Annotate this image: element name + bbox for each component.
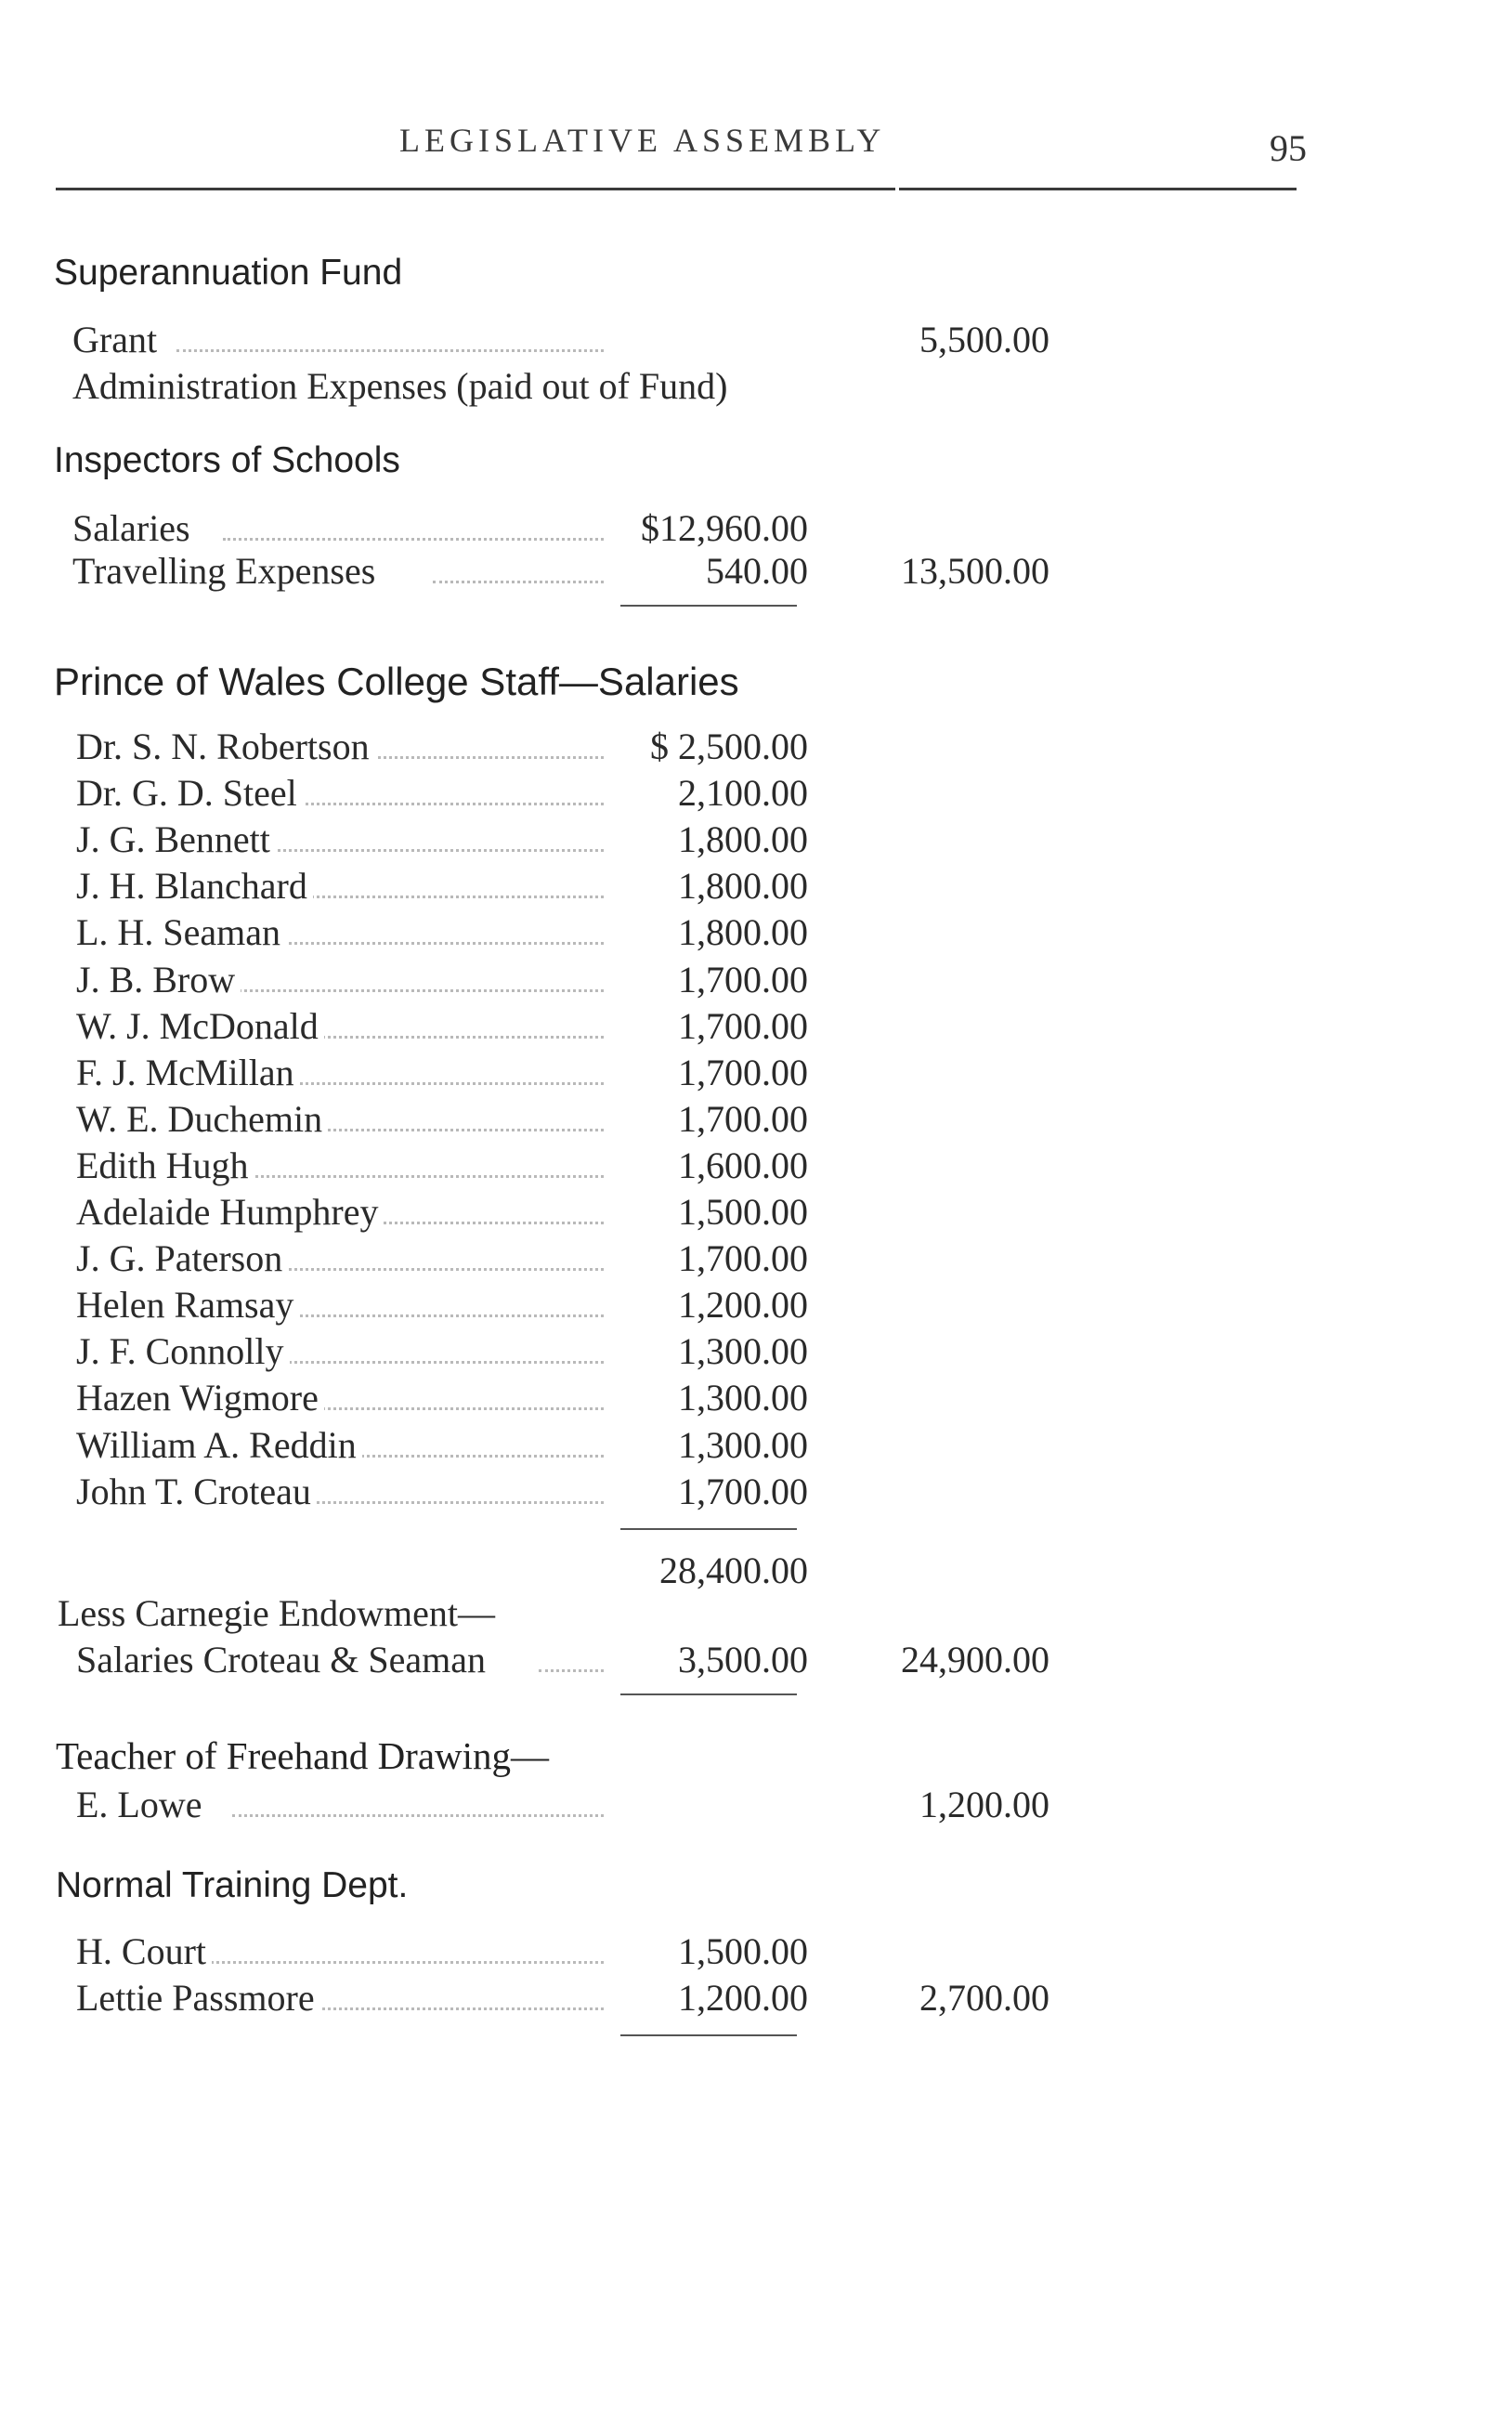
section-total: 5,500.00 [914,318,1049,361]
line-item-amount: $12,960.00 [635,506,808,550]
section-heading-superannuation: Superannuation Fund [54,253,403,293]
staff-salary: 1,500.00 [672,1190,808,1234]
subtotal-rule [620,605,797,607]
line-item-label: Salaries [72,506,196,550]
line-item-amount: 540.00 [700,549,808,593]
line-item-label: Travelling Expenses [72,549,381,593]
staff-name: F. J. McMillan [76,1051,300,1094]
section-heading-inspectors: Inspectors of Schools [54,440,400,480]
header-rule-right [899,188,1297,190]
staff-salary: 1,300.00 [672,1376,808,1419]
section-heading-freehand: Teacher of Freehand Drawing— [56,1734,550,1777]
staff-name: William A. Reddin [76,1423,362,1467]
page-number: 95 [1270,127,1307,169]
staff-salary: 1,200.00 [672,1283,808,1327]
subtotal-rule [620,2034,797,2036]
line-item-label: Grant [72,318,163,361]
staff-salary: 1,700.00 [672,1236,808,1280]
staff-name: J. G. Paterson [76,1236,288,1280]
staff-name: John T. Croteau [76,1470,317,1513]
section-total: 13,500.00 [895,549,1049,593]
leader-dots [433,581,604,583]
staff-name: Edith Hugh [76,1144,254,1187]
staff-name: Adelaide Humphrey [76,1190,384,1234]
staff-salary: 1,700.00 [672,1097,808,1141]
line-item-label: Administration Expenses (paid out of Fund) [72,364,733,408]
staff-name: W. J. McDonald [76,1004,324,1048]
less-endowment-label: Less Carnegie Endowment— [58,1591,501,1635]
staff-name: Dr. G. D. Steel [76,771,303,815]
college-subtotal: 28,400.00 [654,1549,808,1592]
leader-dots [232,1814,604,1817]
staff-salary: 1,800.00 [672,817,808,861]
staff-name: J. G. Bennett [76,817,276,861]
staff-name: J. F. Connolly [76,1329,290,1373]
line-item-label: E. Lowe [76,1783,208,1826]
section-total: 2,700.00 [914,1976,1049,2020]
running-head: LEGISLATIVE ASSEMBLY [399,122,886,159]
staff-name: H. Court [76,1929,212,1973]
staff-salary: 1,700.00 [672,958,808,1001]
staff-name: Lettie Passmore [76,1976,320,2020]
header-rule-left [56,188,895,190]
staff-salary: 1,300.00 [672,1329,808,1373]
subtotal-rule [620,1528,797,1530]
leader-dots [176,349,604,352]
staff-name: Dr. S. N. Robertson [76,725,375,768]
section-heading-college-staff: Prince of Wales College Staff—Salaries [54,660,739,703]
staff-name: L. H. Seaman [76,910,286,954]
staff-salary: 1,800.00 [672,910,808,954]
staff-salary: 2,100.00 [672,771,808,815]
leader-dots [223,538,604,541]
staff-salary: 1,300.00 [672,1423,808,1467]
staff-salary: $ 2,500.00 [645,725,808,768]
section-total: 1,200.00 [914,1783,1049,1826]
staff-salary: 1,700.00 [672,1051,808,1094]
staff-name: W. E. Duchemin [76,1097,328,1141]
section-heading-normal-training: Normal Training Dept. [56,1865,409,1905]
staff-name: J. B. Brow [76,958,241,1001]
staff-salary: 1,500.00 [672,1929,808,1973]
staff-salary: 1,800.00 [672,864,808,908]
section-total: 24,900.00 [895,1638,1049,1681]
staff-name: Helen Ramsay [76,1283,299,1327]
less-endowment-detail: Salaries Croteau & Seaman [76,1638,491,1681]
staff-salary: 1,700.00 [672,1470,808,1513]
staff-salary: 1,200.00 [672,1976,808,2020]
subtotal-rule [620,1693,797,1695]
leader-dots [539,1669,604,1672]
less-endowment-amount: 3,500.00 [672,1638,808,1681]
staff-salary: 1,600.00 [672,1144,808,1187]
staff-name: J. H. Blanchard [76,864,313,908]
staff-name: Hazen Wigmore [76,1376,324,1419]
staff-salary: 1,700.00 [672,1004,808,1048]
